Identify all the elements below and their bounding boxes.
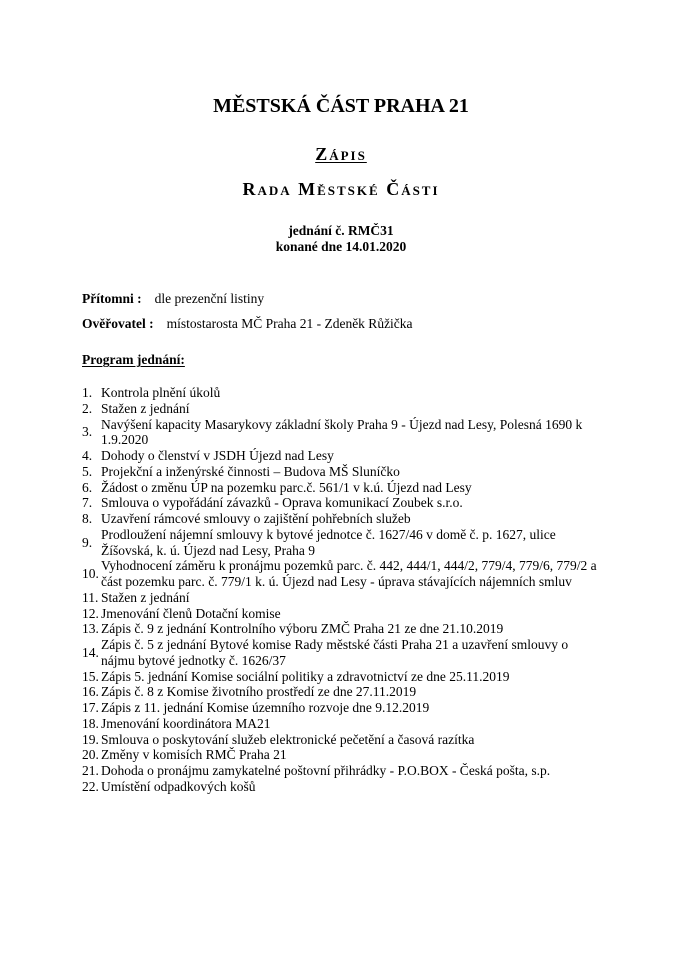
meeting-date: konané dne 14.01.2020	[275, 239, 407, 254]
present-label: Přítomni :	[82, 291, 142, 306]
agenda-item-number: 21.	[82, 763, 99, 778]
agenda-item	[82, 716, 600, 732]
agenda-item	[82, 684, 600, 700]
agenda-item	[82, 606, 600, 622]
agenda-item-text: Stažen z jednání	[101, 400, 190, 416]
agenda-item-text: Jmenování členů Dotační komise	[101, 605, 281, 621]
agenda-item-number: 10.	[82, 566, 99, 582]
agenda-item-text: Zápis č. 8 z Komise životního prostředí ze dne 27.11.2019	[101, 684, 417, 700]
agenda-item-text: Zápis č. 9 z jednání Kontrolního výboru ZMČ Praha 21 ze dne 21.10.2019	[101, 621, 504, 637]
agenda-item-number: 13.	[82, 621, 99, 637]
agenda-item	[82, 763, 600, 779]
verifier-label: Ověřovatel :	[82, 316, 154, 331]
agenda-list	[82, 385, 600, 795]
agenda-item-text: Smlouva o poskytování služeb elektronické pečetění a časová razítka	[101, 731, 475, 747]
present-line	[82, 291, 600, 306]
agenda-item-text: Uzavření rámcové smlouvy o zajištění pohřebních služeb	[101, 511, 411, 526]
agenda-item	[82, 495, 600, 511]
agenda-item	[82, 527, 600, 559]
meeting-info	[82, 223, 600, 255]
agenda-item-number: 2.	[82, 400, 93, 416]
document-title: MĚSTSKÁ ČÁST PRAHA 21	[213, 95, 469, 117]
agenda-item	[82, 669, 600, 685]
council-heading: Rada Městské Části	[242, 179, 440, 199]
agenda-item	[82, 448, 600, 464]
present-value: dle prezenční listiny	[154, 291, 265, 306]
agenda-item-number: 9.	[82, 534, 93, 550]
agenda-item-number: 3.	[82, 424, 93, 440]
agenda-item-text: Navýšení kapacity Masarykovy základní školy Praha 9 - Újezd nad Lesy, Polesná 1690 k 1.9.2020	[101, 416, 583, 448]
document-type-heading: Zápis	[315, 144, 367, 164]
agenda-item	[82, 558, 600, 590]
agenda-item-text: Změny v komisích RMČ Praha 21	[101, 747, 287, 763]
agenda-item-text: Projekční a inženýrské činnosti – Budova MŠ Sluníčko	[101, 463, 400, 479]
meta-block	[82, 291, 600, 331]
agenda-item	[82, 779, 600, 795]
agenda-item	[82, 621, 600, 637]
agenda-item-text: Zápis č. 5 z jednání Bytové komise Rady městské části Praha 21 a uzavření smlouvy o nájmu bytové jednotky č. 1626/37	[101, 637, 569, 668]
agenda-item	[82, 747, 600, 763]
agenda-item-text: Dohody o členství v JSDH Újezd nad Lesy	[101, 448, 334, 463]
agenda-item-number: 5.	[82, 463, 93, 479]
agenda-item	[82, 401, 600, 417]
agenda-item-number: 14.	[82, 644, 99, 660]
agenda-item-number: 4.	[82, 448, 93, 463]
agenda-item-number: 8.	[82, 511, 93, 526]
agenda-item-text: Prodloužení nájemní smlouvy k bytové jednotce č. 1627/46 v domě č. p. 1627, ulice Žíšovská, k. ú. Újezd nad Lesy, Praha 9	[101, 526, 556, 558]
agenda-item-text: Stažen z jednání	[101, 589, 190, 605]
agenda-item	[82, 700, 600, 716]
agenda-item-number: 12.	[82, 605, 99, 621]
agenda-item-text: Dohoda o pronájmu zamykatelné poštovní přihrádky - P.O.BOX - Česká pošta, s.p.	[101, 763, 551, 778]
agenda-item-text: Jmenování koordinátora MA21	[101, 715, 271, 731]
agenda-item-text: Vyhodnocení záměru k pronájmu pozemků parc. č. 442, 444/1, 444/2, 779/4, 779/6, 779/2 a část pozemku parc. č. 779/1 k. ú. Újezd nad Lesy - úprava stávajících nájemních smluv	[101, 558, 597, 589]
agenda-item-number: 22.	[82, 778, 99, 794]
agenda-item	[82, 385, 600, 401]
agenda-item-text: Smlouva o vypořádání závazků - Oprava komunikací Zoubek s.r.o.	[101, 495, 463, 511]
verifier-value: místostarosta MČ Praha 21 - Zdeněk Růžička	[166, 316, 413, 331]
agenda-item-text: Umístění odpadkových košů	[101, 778, 256, 794]
agenda-item-number: 16.	[82, 684, 99, 700]
agenda-item-number: 15.	[82, 668, 99, 684]
agenda-item-text: Zápis z 11. jednání Komise územního rozvoje dne 9.12.2019	[101, 700, 430, 715]
verifier-line	[82, 316, 600, 331]
agenda-item-text: Zápis 5. jednání Komise sociální politiky a zdravotnictví ze dne 25.11.2019	[101, 668, 510, 684]
agenda-item-number: 18.	[82, 715, 99, 731]
agenda-item-number: 19.	[82, 731, 99, 747]
agenda-item-number: 6.	[82, 479, 93, 495]
meeting-number: jednání č. RMČ31	[288, 223, 394, 238]
agenda-item-number: 17.	[82, 700, 99, 715]
agenda-item-text: Kontrola plnění úkolů	[101, 385, 221, 400]
agenda-item-number: 7.	[82, 495, 93, 511]
agenda-item	[82, 480, 600, 496]
agenda-item	[82, 464, 600, 480]
agenda-item	[82, 417, 600, 449]
agenda-item	[82, 637, 600, 669]
agenda-item-number: 1.	[82, 385, 93, 400]
agenda-item	[82, 732, 600, 748]
agenda-item-number: 20.	[82, 747, 99, 763]
agenda-item	[82, 590, 600, 606]
agenda-item	[82, 511, 600, 527]
agenda-item-text: Žádost o změnu ÚP na pozemku parc.č. 561/1 v k.ú. Újezd nad Lesy	[101, 479, 472, 495]
agenda-heading: Program jednání:	[82, 352, 185, 367]
agenda-item-number: 11.	[82, 589, 99, 605]
